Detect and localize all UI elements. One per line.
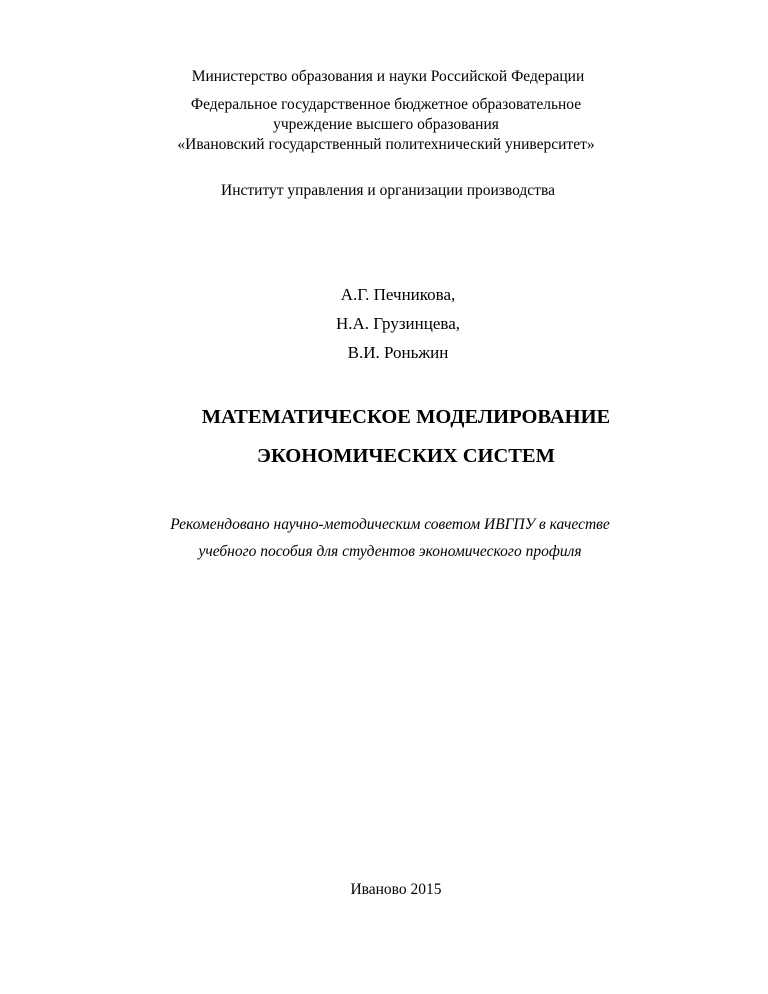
author-3: В.И. Роньжин bbox=[347, 343, 449, 362]
ministry-line: Министерство образования и науки Российской Федерации bbox=[191, 68, 585, 85]
author-1: А.Г. Печникова, bbox=[340, 285, 456, 304]
city-year: Иваново 2015 bbox=[350, 881, 442, 898]
institute-line: Институт управления и организации производства bbox=[221, 182, 555, 199]
institution-line-1: Федеральное государственное бюджетное образовательное bbox=[190, 96, 582, 113]
author-2: Н.А. Грузинцева, bbox=[336, 314, 460, 333]
recommendation-line-1: Рекомендовано научно-методическим советом ИВГПУ в качестве bbox=[170, 516, 610, 533]
book-title-line-2: ЭКОНОМИЧЕСКИХ СИСТЕМ bbox=[257, 445, 555, 467]
book-title-line-1: МАТЕМАТИЧЕСКОЕ МОДЕЛИРОВАНИЕ bbox=[201, 406, 611, 428]
institution-line-3: «Ивановский государственный политехнический университет» bbox=[177, 136, 595, 153]
recommendation-line-2: учебного пособия для студентов экономического профиля bbox=[198, 543, 582, 560]
institution-line-2: учреждение высшего образования bbox=[273, 116, 499, 133]
